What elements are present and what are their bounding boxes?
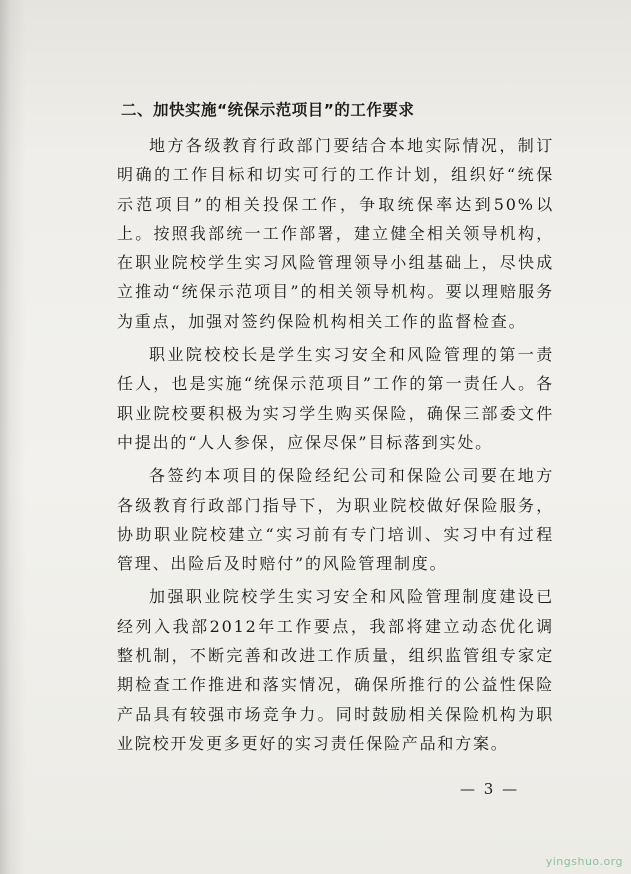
paragraph-3: 各签约本项目的保险经纪公司和保险公司要在地方各级教育行政部门指导下，为职业院校做好保险服务，协助职业院校建立“实习前有专门培训、实习中有过程管理、出险后及时赔付”的风险管理制度。: [117, 466, 554, 574]
paragraph-4: 加强职业院校学生实习安全和风险管理制度建设已经列入我部2012年工作要点，我部将建立动态优化调整机制，不断完善和改进工作质量，组织监管组专家定期检查工作推进和落实情况，确保所推行的公益性保险产品具有较强市场竞争力。同时鼓励相关保险机构为职业院校开发更多更好的实习责任保险产品和方案。: [117, 587, 554, 753]
paragraph-2: 职业院校校长是学生实习安全和风险管理的第一责任人，也是实施“统保示范项目”工作的第一责任人。各职业院校要积极为实习学生购买保险，确保三部委文件中提出的“人人参保，应保尽保”目标落到实处。: [117, 345, 554, 452]
paragraph-1: 地方各级教育行政部门要结合本地实际情况，制订明确的工作目标和切实可行的工作计划，组织好“统保示范项目”的相关投保工作，争取统保率达到50%以上。按照我部统一工作部署，建立健全相关领导机构，在职业院校学生实习风险管理领导小组基础上，尽快成立推动“统保示范项目”的相关领导机构。要以理赔服务为重点，加强对签约保险机构相关工作的监督检查。: [117, 136, 554, 331]
page-number: — 3 —: [460, 780, 520, 798]
section-heading: 二、加快实施“统保示范项目”的工作要求: [121, 101, 415, 119]
scan-shadow: [0, 0, 26, 874]
site-watermark: yingshuo.org: [545, 855, 623, 868]
document-body: [117, 98, 554, 762]
